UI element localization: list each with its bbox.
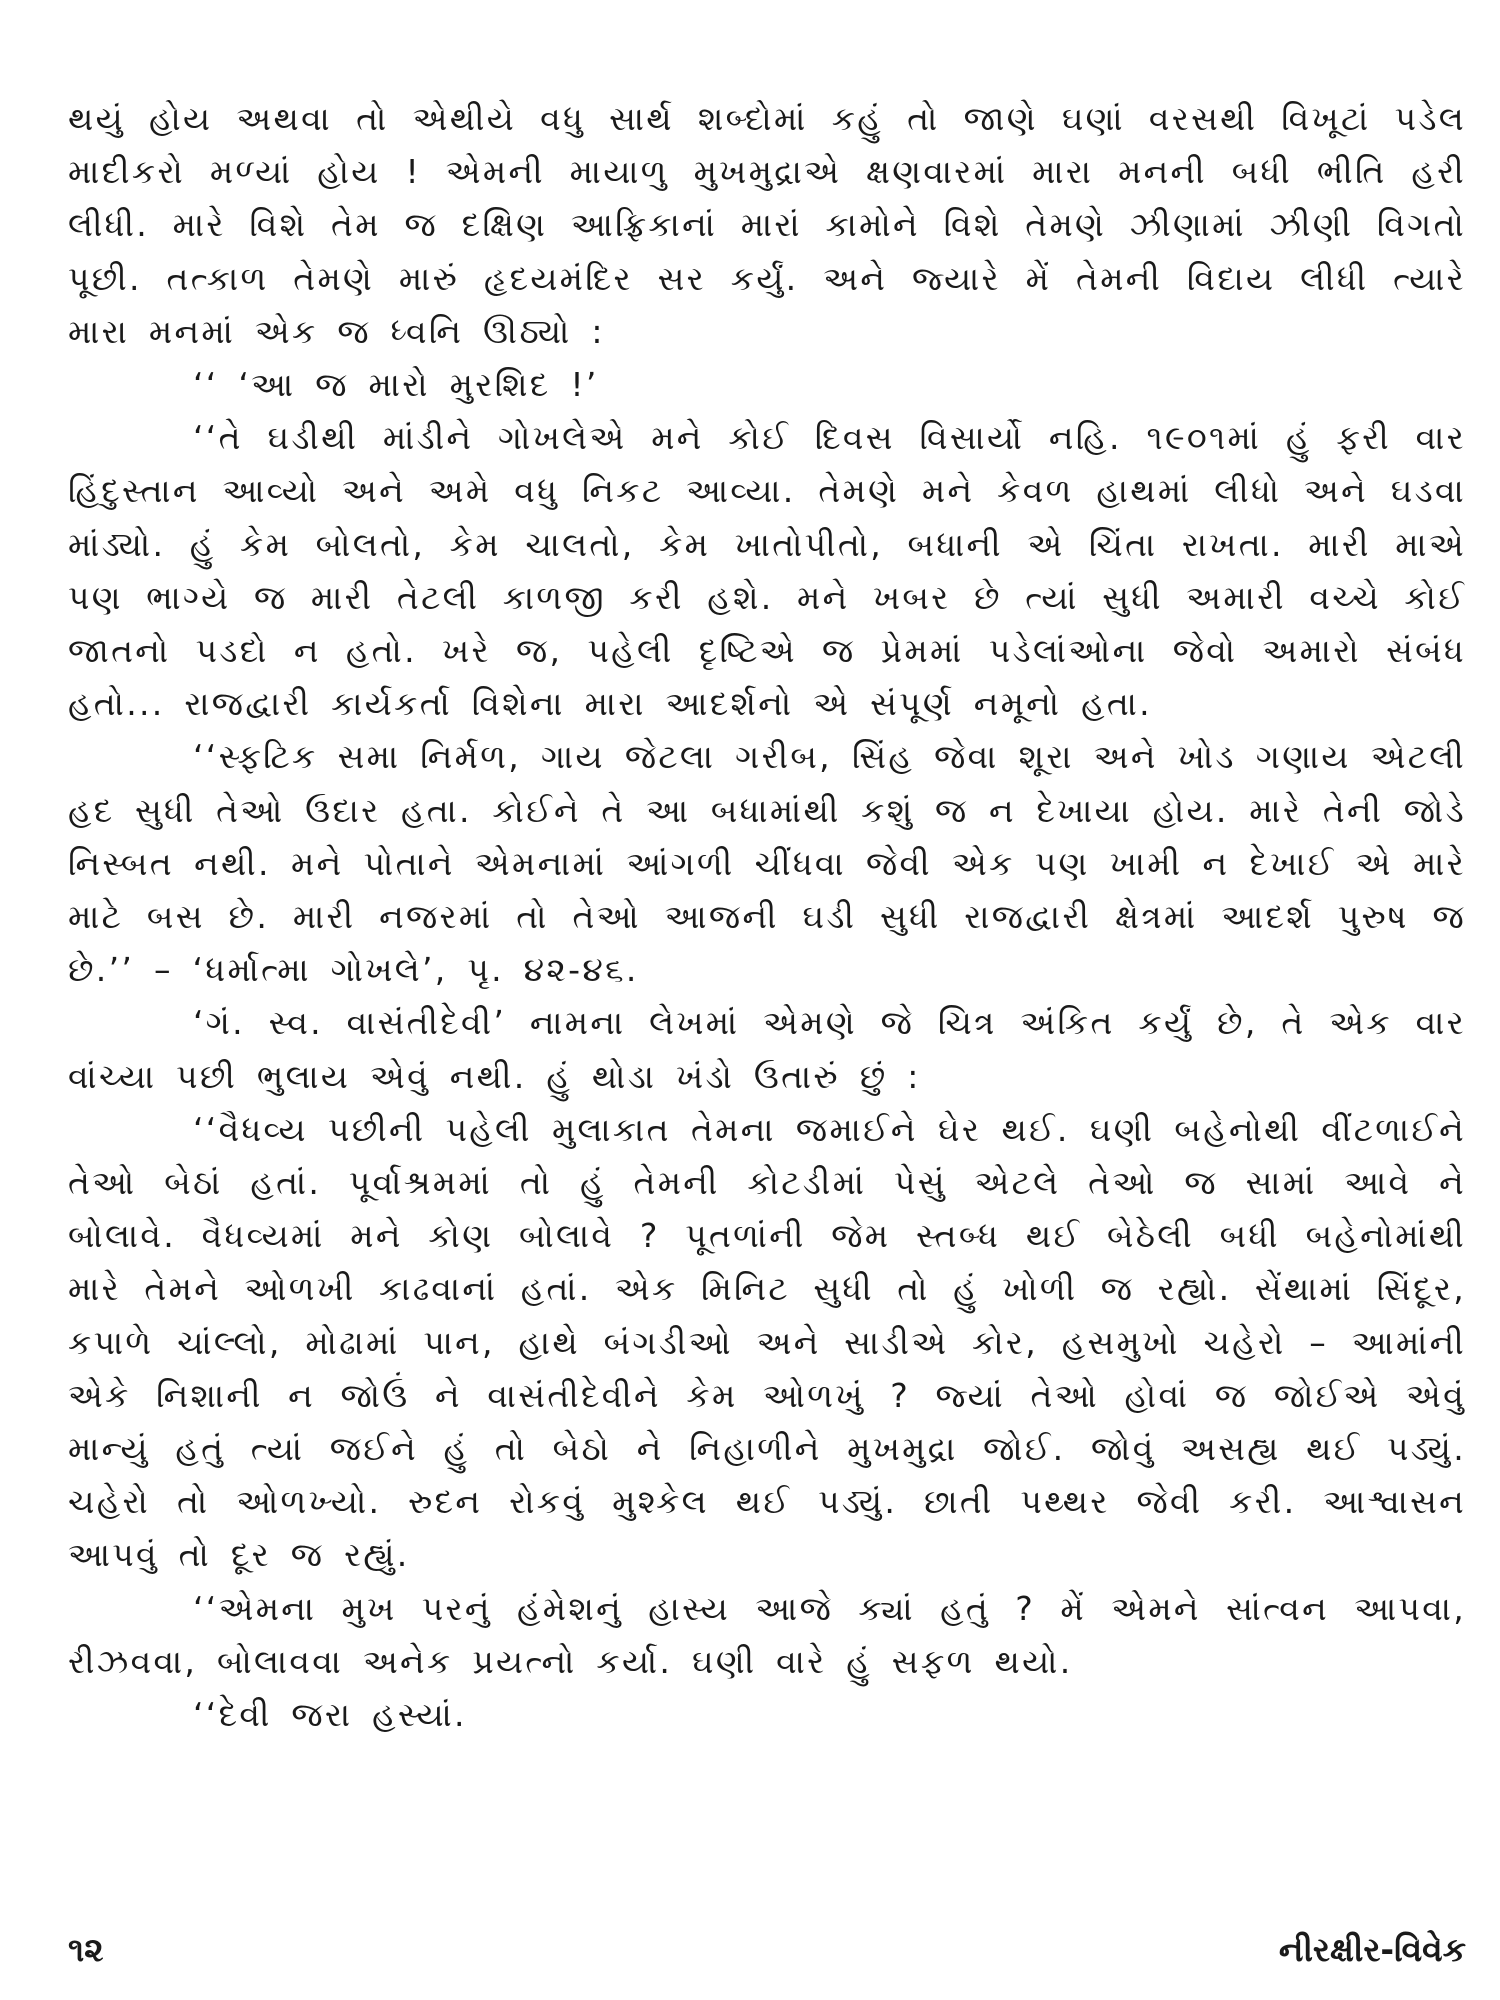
paragraph-5: ‘ગં. સ્વ. વાસંતીદેવી’ નામના લેખમાં એમણે જે ચિત્ર અંકિત કર્યું છે, તે એક વાર વાંચ્યા પછી ભુલાય એવું નથી. હું થોડા ખંડો ઉતારું છું :	[68, 1003, 1466, 1096]
book-title: નીરક્ષીર-વિવેક	[1278, 1930, 1466, 1969]
page-number: ૧૨	[68, 1930, 104, 1969]
paragraph-2: ‘‘ ‘આ જ મારો મુરશિદ !’	[193, 365, 599, 405]
paragraph-7: ‘‘એમના મુખ પરનું હંમેશનું હાસ્ય આજે ક્યાં હતું ? મેં એમને સાંત્વન આપવા, રીઝવવા, બોલાવવા અનેક પ્રયત્નો કર્યા. ઘણી વારે હું સફળ થયો.	[68, 1588, 1466, 1681]
paragraph-8: ‘‘દેવી જરા હસ્યાં.	[193, 1695, 467, 1735]
page-body	[68, 92, 1466, 1741]
paragraph-6: ‘‘વૈધવ્ય પછીની પહેલી મુલાકાત તેમના જમાઈને ઘેર થઈ. ઘણી બહેનોથી વીંટળાઈને તેઓ બેઠાં હતાં. પૂર્વાશ્રમમાં તો હું તેમની કોટડીમાં પેસું એટલે તેઓ જ સામાં આવે ને બોલાવે. વૈધવ્યમાં મને કોણ બોલાવે ? પૂતળાંની જેમ સ્તબ્ધ થઈ બેઠેલી બધી બહેનોમાંથી મારે તેમને ઓળખી કાઢવાનાં હતાં. એક મિનિટ સુધી તો હું ખોળી જ રહ્યો. સેંથામાં સિંદૂર, કપાળે ચાંલ્લો, મોઢામાં પાન, હાથે બંગડીઓ અને સાડીએ કોર, હસમુખો ચહેરો – આમાંની એકે નિશાની ન જોઉં ને વાસંતીદેવીને કેમ ઓળખું ? જ્યાં તેઓ હોવાં જ જોઈએ એવું માન્યું હતું ત્યાં જઈને હું તો બેઠો ને નિહાળીને મુખમુદ્રા જોઈ. જોવું અસહ્ય થઈ પડ્યું. ચહેરો તો ઓળખ્યો. રુદન રોકવું મુશ્કેલ થઈ પડ્યું. છાતી પથ્થર જેવી કરી. આશ્વાસન આપવું તો દૂર જ રહ્યું.	[68, 1109, 1467, 1575]
paragraph-4: ‘‘સ્ફટિક સમા નિર્મળ, ગાય જેટલા ગરીબ, સિંહ જેવા શૂરા અને ખોડ ગણાય એટલી હદ સુધી તેઓ ઉદાર હતા. કોઈને તે આ બધામાંથી કશું જ ન દેખાયા હોય. મારે તેની જોડે નિસ્બત નથી. મને પોતાને એમનામાં આંગળી ચીંધવા જેવી એક પણ ખામી ન દેખાઈ એ મારે માટે બસ છે. મારી નજરમાં તો તેઓ આજની ઘડી સુધી રાજદ્વારી ક્ષેત્રમાં આદર્શ પુરુષ જ છે.’’ – ‘ધર્માત્મા ગોખલે’, પૃ. ૪૨-૪૬.	[68, 737, 1466, 990]
page-footer	[68, 1925, 1466, 1975]
paragraph-1: થયું હોય અથવા તો એથીયે વધુ સાર્થ શબ્દોમાં કહું તો જાણે ઘણાં વરસથી વિખૂટાં પડેલ માદીકરો મળ્યાં હોય ! એમની માયાળુ મુખમુદ્રાએ ક્ષણવારમાં મારા મનની બધી ભીતિ હરી લીધી. મારે વિશે તેમ જ દક્ષિણ આફ્રિકાનાં મારાં કામોને વિશે તેમણે ઝીણામાં ઝીણી વિગતો પૂછી. તત્કાળ તેમણે મારું હૃદયમંદિર સર કર્યું. અને જ્યારે મેં તેમની વિદાય લીધી ત્યારે મારા મનમાં એક જ ધ્વનિ ઊઠ્યો :	[68, 99, 1466, 351]
paragraph-3: ‘‘તે ઘડીથી માંડીને ગોખલેએ મને કોઈ દિવસ વિસાર્યો નહિ. ૧૯૦૧માં હું ફરી વાર હિંદુસ્તાન આવ્યો અને અમે વધુ નિકટ આવ્યા. તેમણે મને કેવળ હાથમાં લીધો અને ઘડવા માંડ્યો. હું કેમ બોલતો, કેમ ચાલતો, કેમ ખાતોપીતો, બધાની એ ચિંતા રાખતા. મારી માએ પણ ભાગ્યે જ મારી તેટલી કાળજી કરી હશે. મને ખબર છે ત્યાં સુધી અમારી વચ્ચે કોઈ જાતનો પડદો ન હતો. ખરે જ, પહેલી દૃષ્ટિએ જ પ્રેમમાં પડેલાંઓના જેવો અમારો સંબંધ હતો... રાજદ્વારી કાર્યકર્તા વિશેના મારા આદર્શનો એ સંપૂર્ણ નમૂનો હતા.	[68, 418, 1466, 724]
